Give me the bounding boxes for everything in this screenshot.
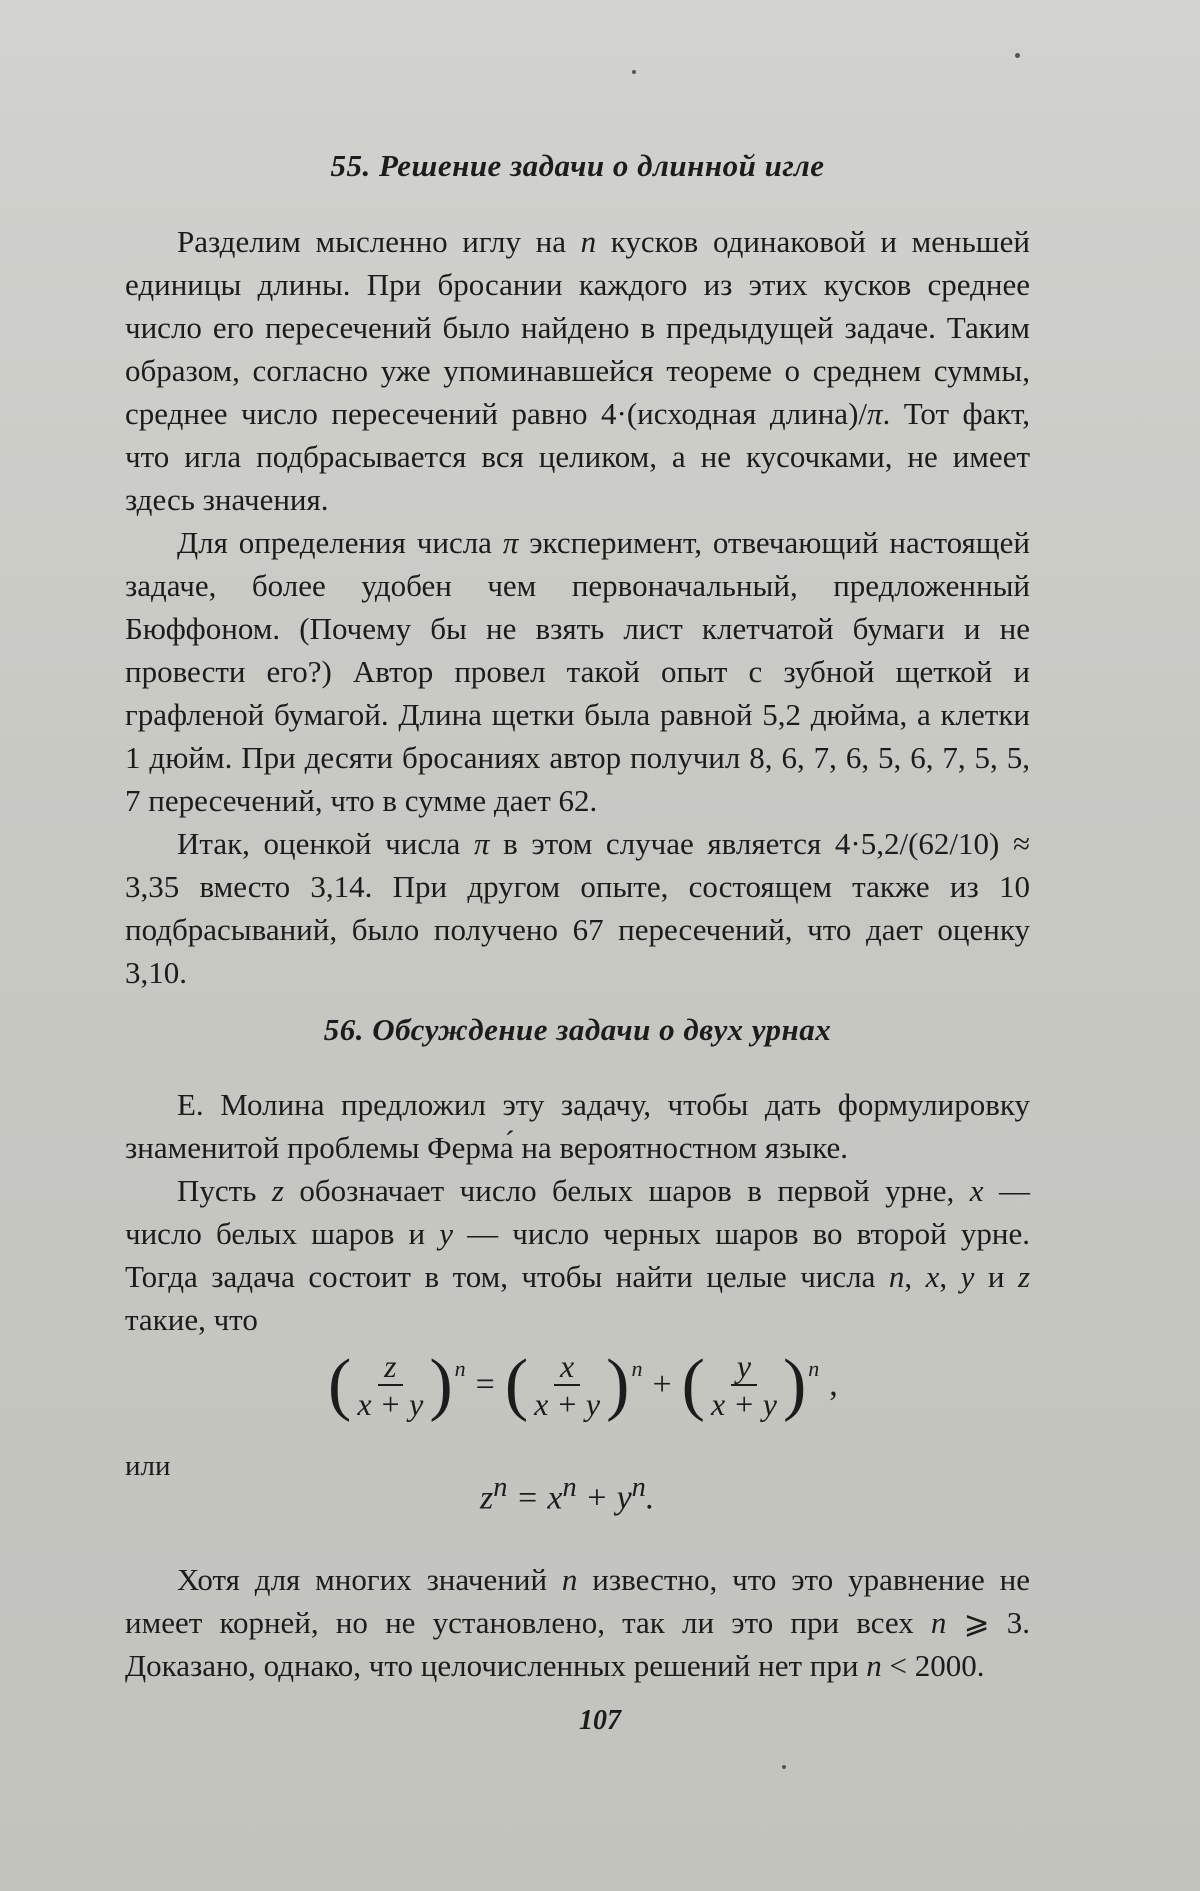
section-56-paragraph-2: Пусть z обозначает число белых шаров в первой урне, x — число белых шаров и y — число черных шаров во второй урне. Тогда задача состоит в том, чтобы найти целые числа n, x, y и z такие, что <box>125 1173 1031 1337</box>
section-56-conclusion <box>125 1558 1030 1687</box>
section-55-paragraph-1: Разделим мысленно иглу на n кусков одинаковой и меньшей единицы длины. При бросании каждого из этих кусков среднее число его пересечений было найдено в предыдущей задаче. Таким образом, согласно уже упоминавшейся теореме о среднем суммы, среднее число пересечений равно 4·(исходная длина)/π. Тот факт, что игла подбрасывается вся целиком, а не кусочками, не имеет здесь значения. <box>125 224 1030 517</box>
section-56 <box>125 1012 1030 1048</box>
section-56-body <box>125 1083 1030 1341</box>
section-56-heading: 56. Обсуждение задачи о двух урнах <box>323 1012 832 1047</box>
ili-label: или <box>125 1450 171 1482</box>
scan-speck <box>782 1765 786 1769</box>
page-number: 107 <box>579 1705 621 1736</box>
section-55-paragraph-3: Итак, оценкой числа π в этом случае является 4·5,2/(62/10) ≈ 3,35 вместо 3,14. При другом опыте, состоящем также из 10 подбрасываний, было получено 67 пересечений, что дает оценку 3,10. <box>125 826 1031 990</box>
section-56-paragraph-1: Е. Молина предложил эту задачу, чтобы дать формулировку знаменитой проблемы Ферма́ на вероятностном языке. <box>125 1087 1030 1165</box>
formula-fermat: $z^n = x^n + y^n$. <box>480 1472 655 1517</box>
scan-speck <box>1015 53 1020 58</box>
section-56-paragraph-3: Хотя для многих значений n известно, что это уравнение не имеет корней, но не установлено, так ли это при всех n ⩾ 3. Доказано, однако, что целочисленных решений нет при n < 2000. <box>125 1562 1030 1683</box>
formula-fermat-fractions: ( $\frac{z}{x + y}$ ) n = ( $\frac{x}{x + y}$ ) n + ( $\frac{y}{x + y}$ ) n , <box>328 1346 838 1423</box>
section-55-paragraph-2: Для определения числа π эксперимент, отвечающий настоящей задаче, более удобен чем первоначальный, предложенный Бюффоном. (Почему бы не взять лист клетчатой бумаги и не провести его?) Автор провел такой опыт с зубной щеткой и графленой бумагой. Длина щетки была равной 5,2 дюйма, а клетки 1 дюйм. При десяти бросаниях автор получил 8, 6, 7, 6, 5, 6, 7, 5, 5, 7 пересечений, что в сумме дает 62. <box>125 525 1030 818</box>
fraction-3: $\frac{y}{x + y}$ <box>710 1348 777 1422</box>
scan-speck <box>632 70 636 74</box>
section-55-body <box>125 220 1030 994</box>
fraction-2: $\frac{x}{x + y}$ <box>534 1348 601 1422</box>
section-55 <box>125 148 1030 184</box>
fraction-1: $\frac{z}{x + y}$ <box>357 1348 424 1422</box>
section-55-heading: 55. Решение задачи о длинной игле <box>330 148 825 183</box>
